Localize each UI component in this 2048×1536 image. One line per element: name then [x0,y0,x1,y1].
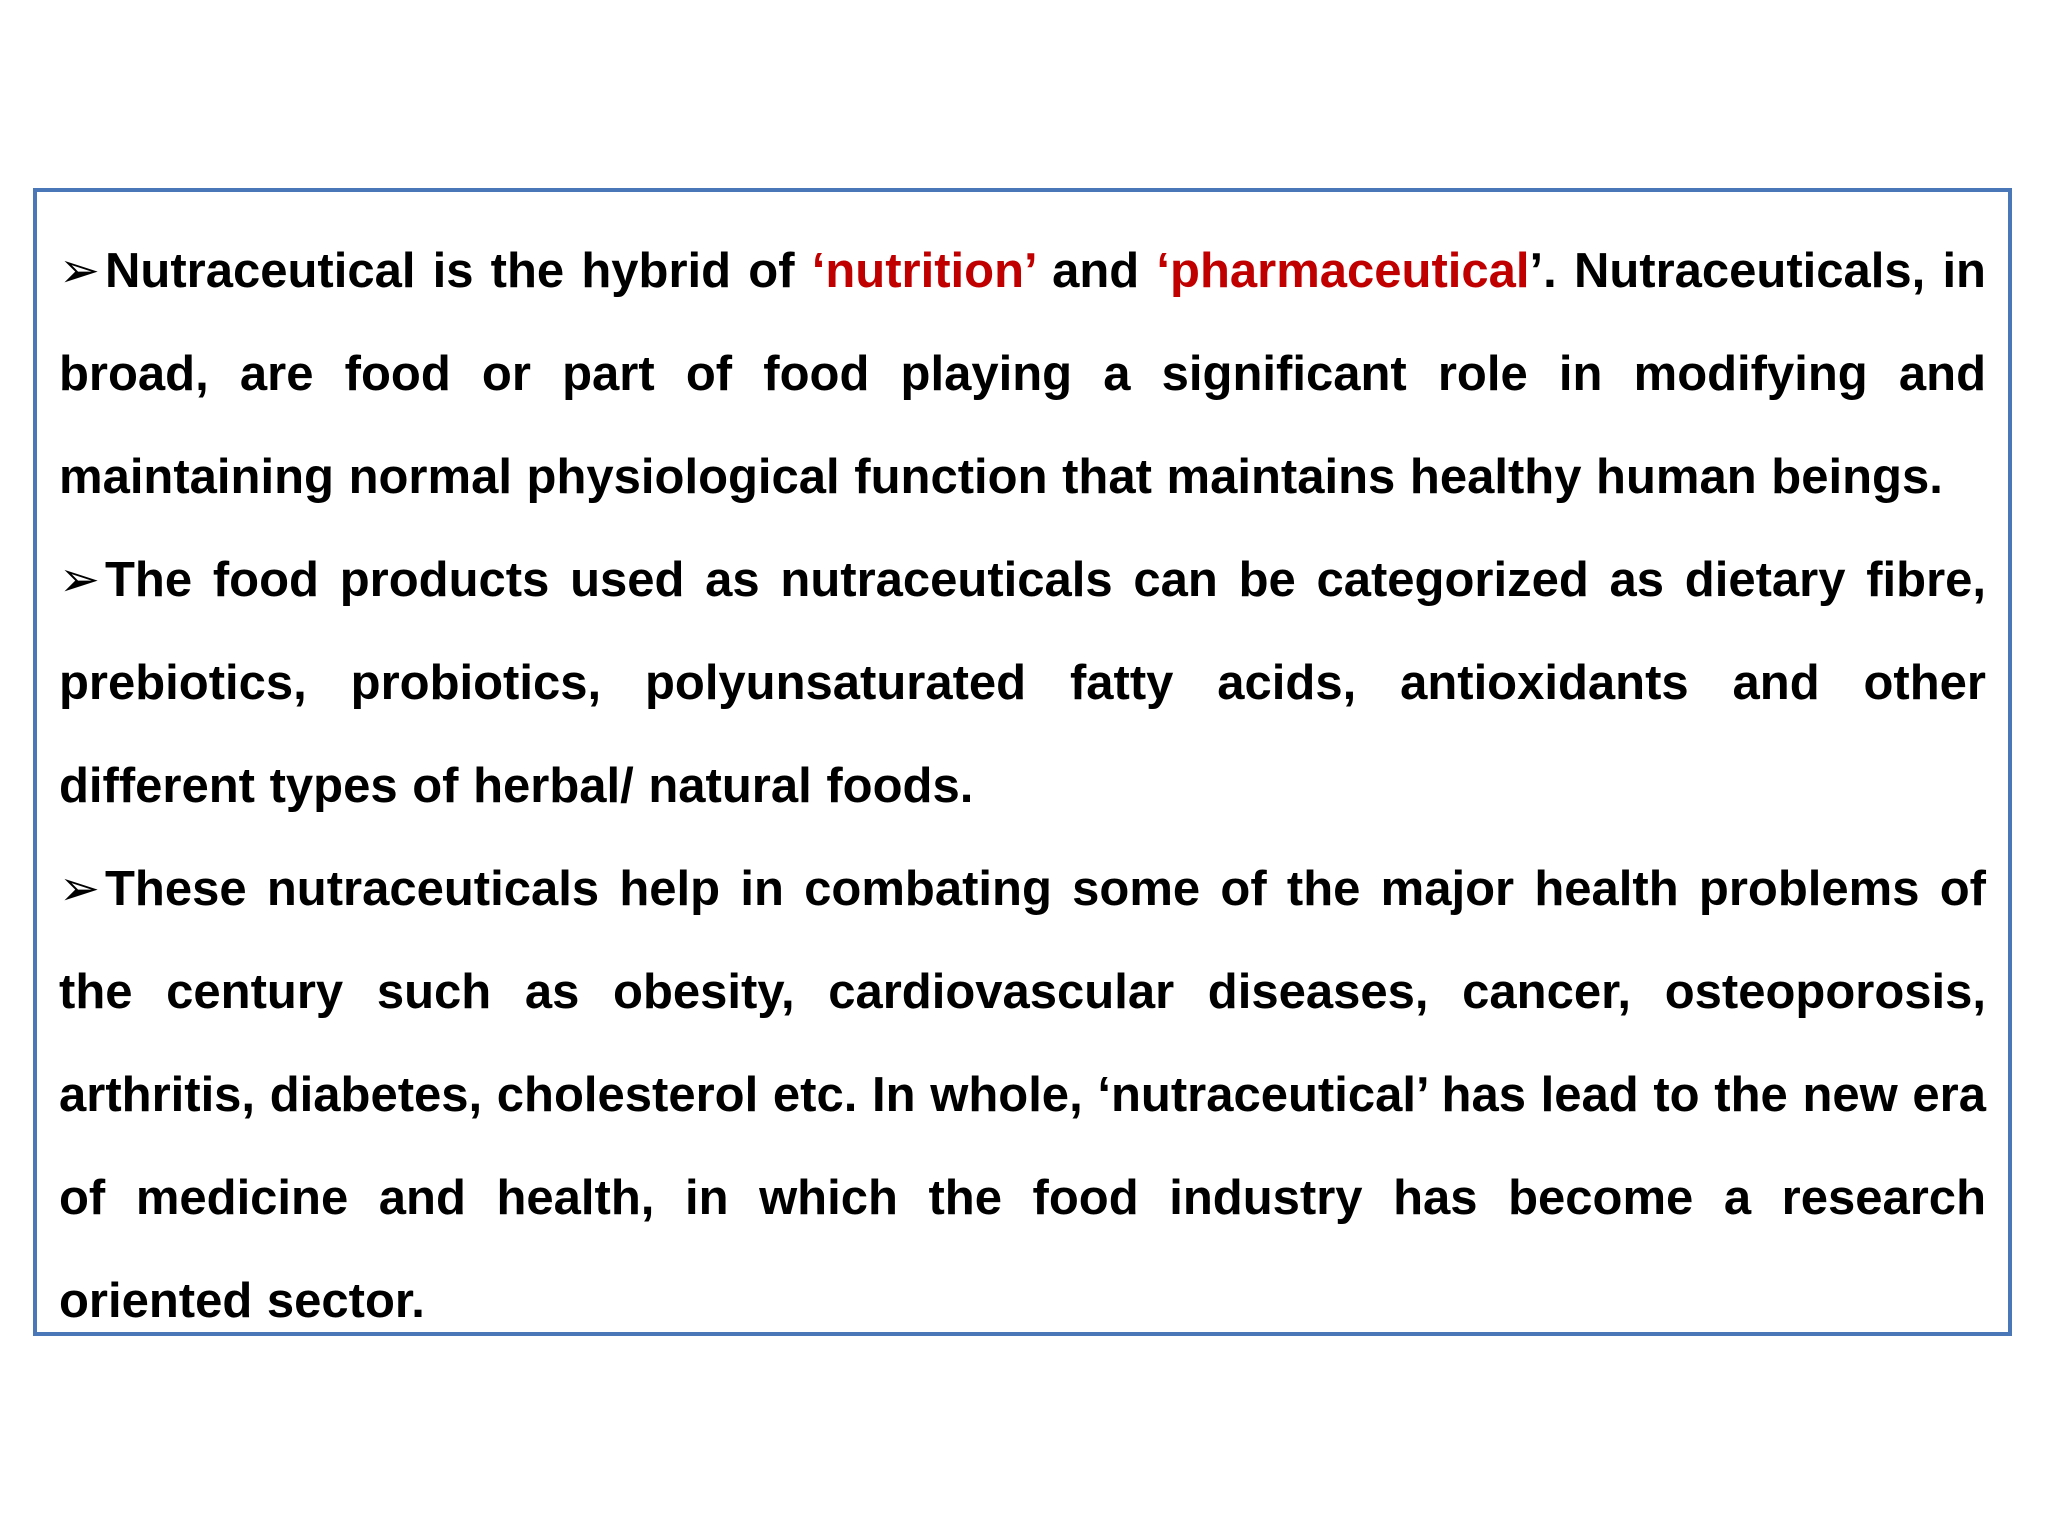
bullet-text: These nutraceuticals help in combating some of the major health problems of the century such as obesity, cardiovascular diseases, cancer, osteoporosis, arthritis, diabetes, cholesterol etc. In whole, ‘nutraceutical’ has lead to the new era of medicine and health, in which the food industry has become a research oriented sector. [59,862,1986,1328]
bullet-item-health-benefits [59,838,1986,1353]
bullet-text: and [1034,244,1157,298]
bullet-text: The food products used as nutraceuticals can be categorized as dietary fibre, prebiotics, probiotics, polyunsaturated fatty acids, antioxidants and other different types of herbal/ natural foods. [59,553,1986,813]
arrow-bullet-icon: ➢ [59,553,101,607]
bullet-text: ’. Nutraceuticals, in broad, are food or part of food playing a significant role in modifying and maintaining normal physiological function that maintains healthy human beings. [59,244,1986,504]
bullet-text: Nutraceutical is the hybrid of [105,244,812,298]
highlight-term-nutrition: ‘nutrition’ [811,244,1035,298]
arrow-bullet-icon: ➢ [59,862,101,916]
content-box [33,188,2012,1336]
arrow-bullet-icon: ➢ [59,244,101,298]
bullet-item-definition [59,220,1986,529]
bullet-item-categories [59,529,1986,838]
highlight-term-pharmaceutical: ‘pharmaceutical [1156,244,1530,298]
